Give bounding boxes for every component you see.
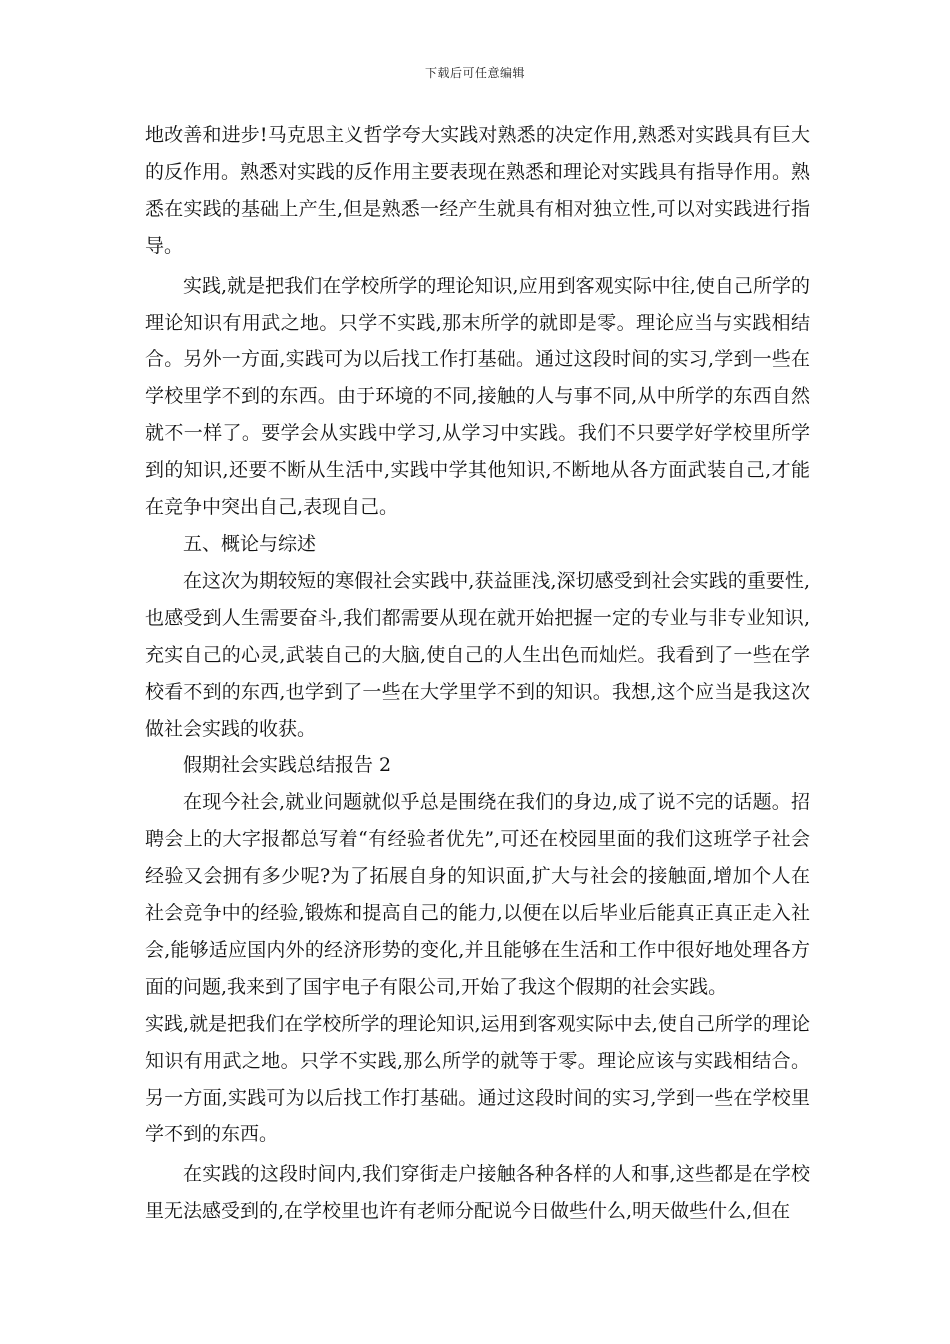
paragraph-employment: 在现今社会,就业问题就似乎总是围绕在我们的身边,成了说不完的话题。招聘会上的大字报都总写着“有经验者优先”,可还在校园里面的我们这班学子社会经验又会拥有多少呢?为了拓展自身的知识面,扩大与社会的接触面,增加个人在社会竞争中的经验,锻炼和提高自己的能力,以便在以后毕业后能真正真正走入社会,能够适应国内外的经济形势的变化,并且能够在生活和工作中很好地处理各方面的问题,我来到了国宇电子有限公司,开始了我这个假期的社会实践。	[145, 791, 810, 998]
section-heading-summary: 五、概论与综述	[183, 532, 317, 555]
paragraph-practice-theory: 实践,就是把我们在学校所学的理论知识,应用到客观实际中往,使自己所学的理论知识有用武之地。只学不实践,那末所学的就即是零。理论应当与实践相结合。另外一方面,实践可为以后找工作打基础。通过这段时间的实习,学到一些在学校里学不到的东西。由于环境的不同,接触的人与事不同,从中所学的东西自然就不一样了。要学会从实践中学习,从学习中实践。我们不只要学好学校里所学到的知识,还要不断从生活中,实践中学其他知识,不断地从各方面武装自己,才能在竞争中突出自己,表现自己。	[145, 274, 810, 519]
paragraph-practice-definition: 实践,就是把我们在学校所学的理论知识,运用到客观实际中去,使自己所学的理论知识有用武之地。只学不实践,那么所学的就等于零。理论应该与实践相结合。另一方面,实践可为以后找工作打基础。通过这段时间的实习,学到一些在学校里学不到的东西。	[145, 1012, 810, 1146]
paragraph-practice-period: 在实践的这段时间内,我们穿街走户接触各种各样的人和事,这些都是在学校里无法感受到的,在学校里也许有老师分配说今日做些什么,明天做些什么,但在	[145, 1163, 810, 1223]
paragraph-continuation: 地改善和进步!马克思主义哲学夸大实践对熟悉的决定作用,熟悉对实践具有巨大的反作用。熟悉对实践的反作用主要表现在熟悉和理论对实践具有指导作用。熟悉在实践的基础上产生,但是熟悉一经产生就具有相对独立性,可以对实践进行指导。	[145, 124, 811, 257]
header-note: 下载后可任意编辑	[424, 66, 525, 80]
paragraph-summary: 在这次为期较短的寒假社会实践中,获益匪浅,深切感受到社会实践的重要性,也感受到人生需要奋斗,我们都需要从现在就开始把握一定的专业与非专业知识,充实自己的心灵,武装自己的大脑,使自己的人生出色而灿烂。我看到了一些在学校看不到的东西,也学到了一些在大学里学不到的知识。我想,这个应当是我这次做社会实践的收获。	[145, 569, 810, 740]
document-body	[145, 117, 810, 1230]
report-title-2: 假期社会实践总结报告 2	[183, 754, 392, 777]
